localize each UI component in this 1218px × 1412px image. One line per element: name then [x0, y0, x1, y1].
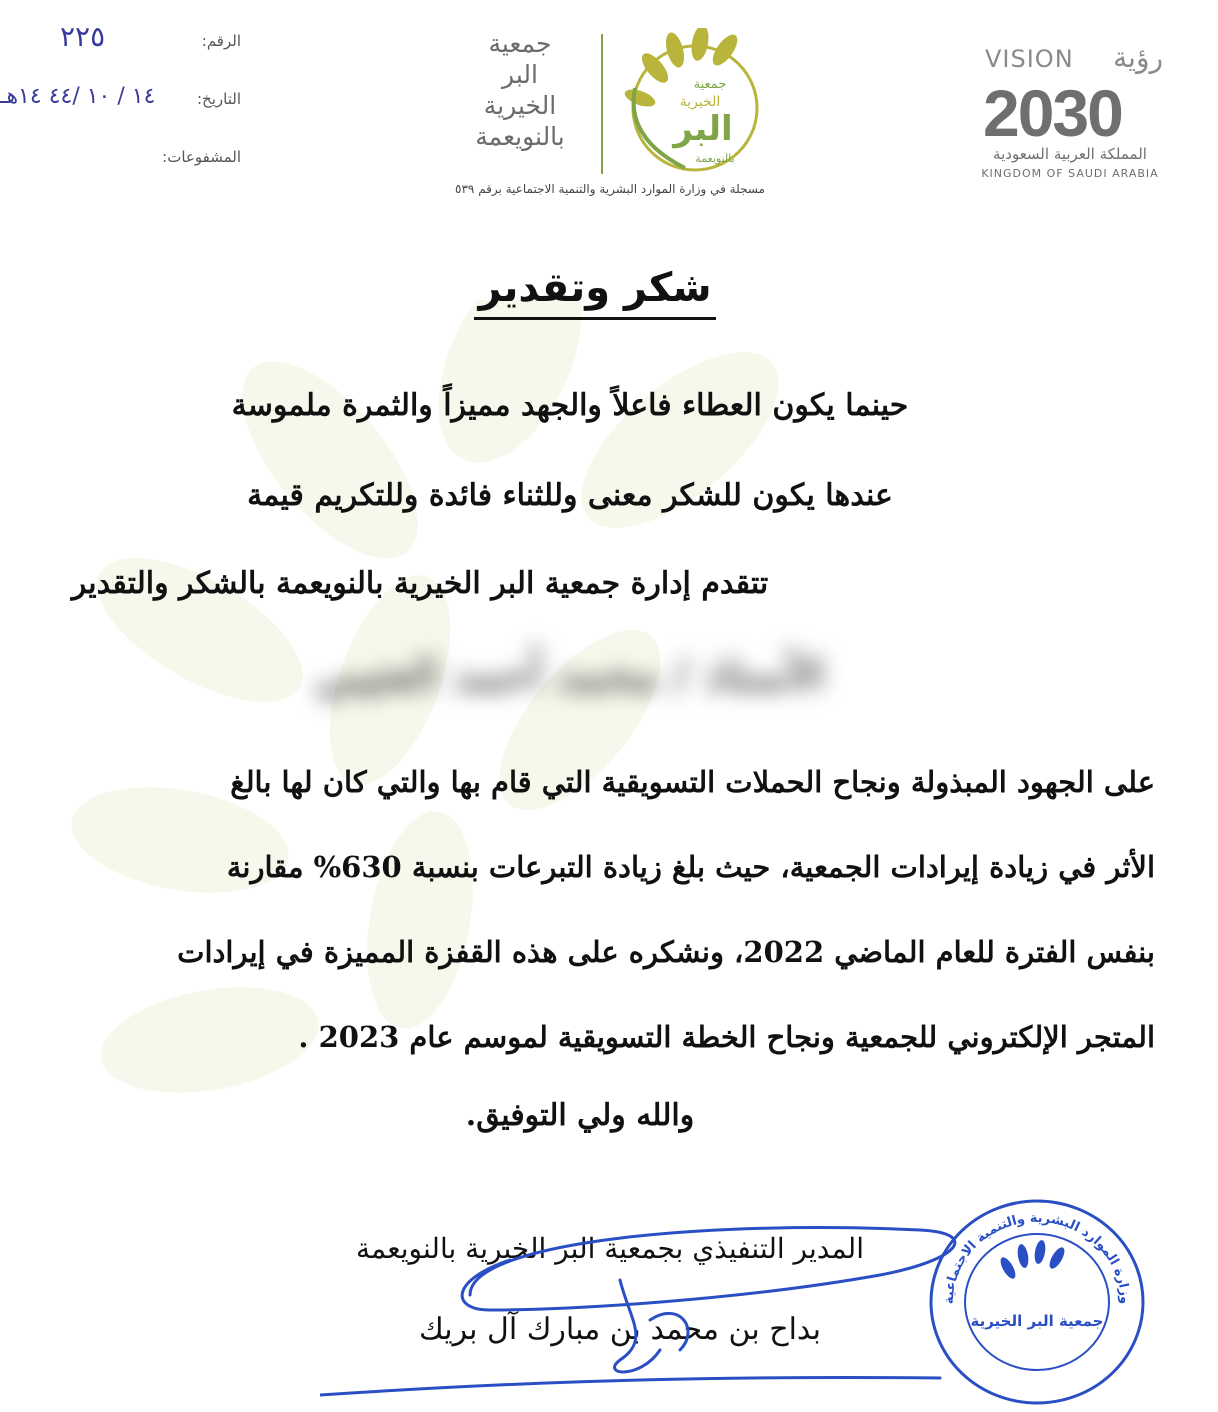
ref-number-value: ٢٢٥: [60, 20, 106, 53]
attachments-label: المشفوعات:: [162, 148, 241, 166]
vision-2030-logo: [975, 41, 1175, 185]
signatory-title: المدير التنفيذي بجمعية البر الخيرية بالنويعمة: [356, 1232, 864, 1265]
date-label: التاريخ:: [197, 90, 241, 108]
intro-line: حينما يكون العطاء فاعلاً والجهد مميزاً والثمرة ملموسة: [231, 388, 909, 423]
ref-number-label: الرقم:: [201, 32, 241, 50]
date-row: [0, 78, 245, 136]
body-line: الأثر في زيادة إيرادات الجمعية، حيث بلغ زيادة التبرعات بنسبة 630% مقارنة: [226, 850, 1155, 884]
attachments-row: [0, 136, 245, 194]
letter-title-text: شكر وتقدير: [474, 265, 715, 320]
charity-name-line: بالنويعمة: [475, 122, 565, 151]
date-value: ١٤ / ١٠ /٤٤ ١٤هـ: [0, 84, 156, 109]
charity-name-line: الخيرية: [483, 91, 557, 120]
intro-line: تتقدم إدارة جمعية البر الخيرية بالنويعمة بالشكر والتقدير: [71, 566, 769, 601]
signatory-name: بداح بن محمد بن مبارك آل بريك: [418, 1312, 822, 1347]
handwritten-signature: [320, 1200, 960, 1410]
charity-name-line: البر: [502, 60, 538, 89]
charity-name: [445, 28, 595, 152]
vision-kingdom-en: KINGDOM OF SAUDI ARABIA: [981, 167, 1159, 180]
vision-en-label: VISION: [985, 45, 1074, 73]
charity-emblem-icon: [615, 28, 765, 178]
vision-year: 2030: [983, 76, 1122, 150]
body-line: بنفس الفترة للعام الماضي 2022، ونشكره على هذه القفزة المميزة في إيرادات: [177, 935, 1155, 969]
emblem-line: البر: [673, 109, 733, 149]
body-line: على الجهود المبذولة ونجاح الحملات التسويقية التي قام بها والتي كان لها بالغ: [230, 765, 1155, 799]
charity-logo: [425, 28, 795, 208]
body-line: المتجر الإلكتروني للجمعية ونجاح الخطة التسويقية لموسم عام 2023 .: [298, 1020, 1155, 1054]
emblem-line: بالنويعمة: [695, 152, 735, 165]
emblem-line: جمعية: [693, 77, 727, 92]
stamp-center-text: جمعية البر الخيرية: [970, 1312, 1104, 1330]
logo-divider: [601, 34, 603, 174]
charity-registration: مسجلة في وزارة الموارد البشرية والتنمية الاجتماعية برقم ٥٣٩: [455, 182, 765, 196]
letter-title: [0, 265, 1190, 311]
reference-block: [0, 20, 245, 194]
closing-line: والله ولي التوفيق.: [465, 1098, 695, 1133]
official-stamp: [928, 1198, 1146, 1406]
stamp-ring-text: وزارة الموارد البشرية والتنمية الاجتماعية: [941, 1210, 1133, 1305]
charity-name-line: جمعية: [488, 29, 552, 58]
recipient-name-redacted: الأستاذ / محمد أحمد العتيبي: [315, 650, 825, 701]
vision-ar-label: رؤية: [1113, 41, 1163, 74]
wheat-watermark: [60, 300, 960, 1200]
emblem-line: الخيرية: [679, 94, 721, 110]
vision-kingdom-ar: المملكة العربية السعودية: [993, 145, 1147, 163]
ref-number-row: [0, 20, 245, 78]
intro-line: عندها يكون للشكر معنى وللثناء فائدة وللتكريم قيمة: [247, 478, 893, 513]
